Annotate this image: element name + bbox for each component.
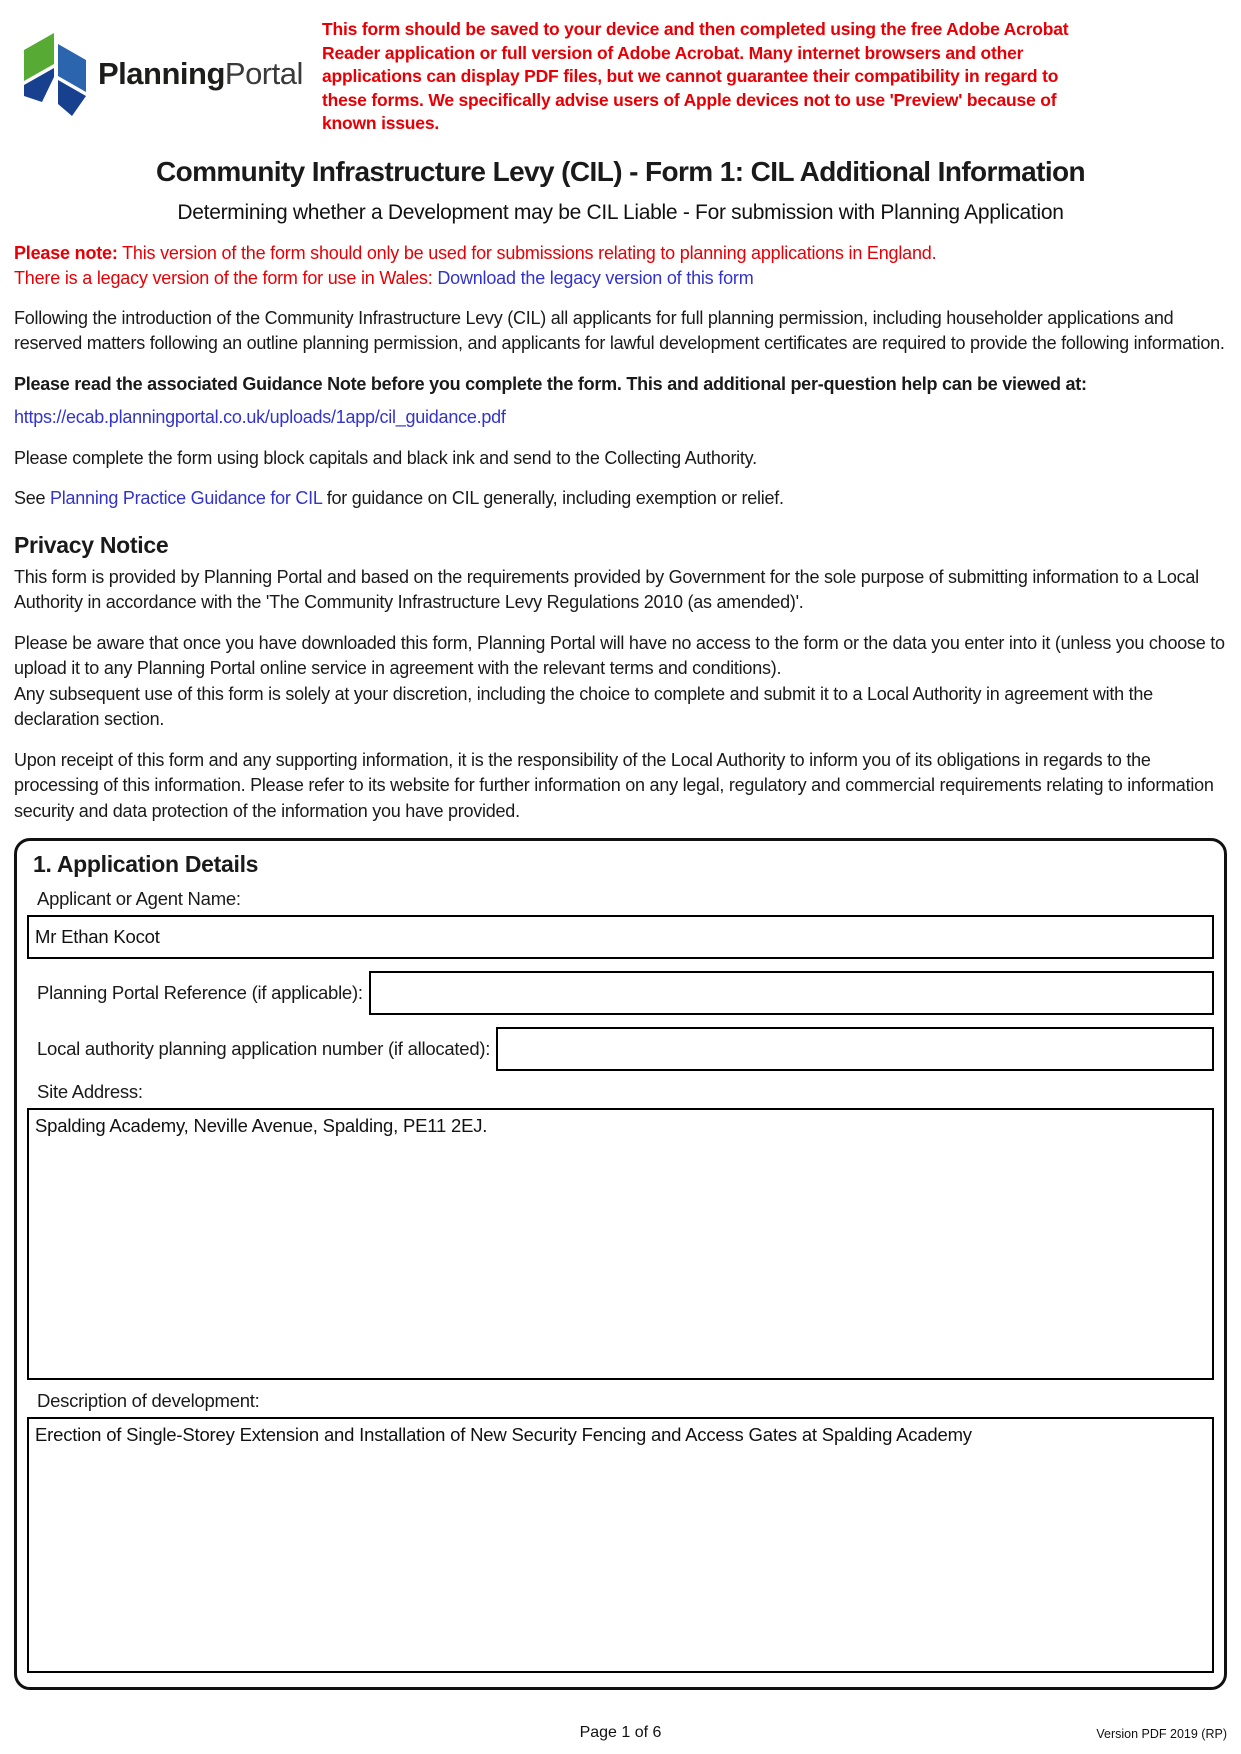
guidance-url-line bbox=[14, 405, 1227, 431]
applicant-name-label: Applicant or Agent Name: bbox=[37, 888, 241, 909]
la-number-row bbox=[27, 1027, 1214, 1071]
page-footer bbox=[14, 1724, 1227, 1746]
please-note-label: Please note: bbox=[14, 242, 118, 263]
adobe-warning-text: This form should be saved to your device and then completed using the free Adobe Acrobat Reader application or full version of Adobe Acrobat. Many internet browsers and other applications can display PDF files, but we cannot guarantee their compatibility in regard to these forms. We specifically advise users of Apple devices not to use 'Preview' because of known issues. bbox=[322, 19, 1069, 133]
section-heading: 1. Application Details bbox=[33, 851, 259, 877]
applicant-name-input[interactable] bbox=[27, 915, 1214, 959]
logo-word-portal: Portal bbox=[224, 56, 303, 91]
page-header bbox=[14, 10, 1227, 136]
privacy-paragraph-1: This form is provided by Planning Portal and based on the requirements provided by Government for the sole purpose of submitting information to a Local Authority in accordance with the 'The Community Infrastructure Levy Regulations 2010 (as amended)'. bbox=[14, 566, 1199, 612]
site-address-textarea[interactable] bbox=[27, 1108, 1214, 1380]
planning-portal-wordmark bbox=[98, 56, 303, 92]
please-note-text: This version of the form should only be used for submissions relating to planning applications in England. bbox=[117, 242, 937, 263]
logo-word-planning: Planning bbox=[98, 56, 225, 91]
planning-portal-reference-row bbox=[27, 971, 1214, 1015]
privacy-notice-heading: Privacy Notice bbox=[14, 531, 169, 558]
guidance-url-link[interactable]: https://ecab.planningportal.co.uk/uploads/1app/cil_guidance.pdf bbox=[14, 407, 506, 427]
privacy-paragraph-3: Upon receipt of this form and any supporting information, it is the responsibility of the Local Authority to inform you of its obligations in regards to the processing of this information. Please refer to its website for further information on any legal, regulatory and commercial requirements relating to information security and data protection of the information you have provided. bbox=[14, 749, 1214, 821]
form-subtitle: Determining whether a Development may be CIL Liable - For submission with Planning Application bbox=[177, 200, 1064, 224]
privacy-paragraph-2 bbox=[14, 631, 1227, 733]
la-number-input[interactable] bbox=[496, 1027, 1214, 1071]
wales-line bbox=[14, 266, 1227, 291]
planning-portal-logo-icon bbox=[22, 32, 88, 116]
please-note-block bbox=[14, 241, 1227, 291]
see-suffix: for guidance on CIL generally, including exemption or relief. bbox=[322, 488, 784, 508]
form-title: Community Infrastructure Levy (CIL) - Form 1: CIL Additional Information bbox=[155, 155, 1086, 187]
site-address-label: Site Address: bbox=[37, 1081, 143, 1102]
please-note-line bbox=[14, 241, 1227, 266]
la-number-label: Local authority planning application number (if allocated): bbox=[37, 1038, 491, 1059]
block-capitals-note: Please complete the form using block capitals and black ink and send to the Collecting Authority. bbox=[14, 447, 757, 468]
intro-paragraph: Following the introduction of the Community Infrastructure Levy (CIL) all applicants for full planning permission, including householder applications and reserved matters following an outline planning permission, and applicants for lawful development certificates are required to provide the following information. bbox=[14, 307, 1225, 353]
privacy-paragraph-2b: Any subsequent use of this form is solely at your discretion, including the choice to complete and submit it to a Local Authority in agreement with the declaration section. bbox=[14, 683, 1153, 729]
privacy-paragraph-2a: Please be aware that once you have downloaded this form, Planning Portal will have no access to the form or the data you enter into it (unless you choose to upload it to any Planning Portal online service in agreement with the relevant terms and conditions). bbox=[14, 632, 1225, 678]
description-label: Description of development: bbox=[37, 1390, 260, 1411]
see-guidance-line bbox=[14, 486, 1227, 512]
wales-text: There is a legacy version of the form for use in Wales: bbox=[14, 267, 438, 288]
planning-portal-reference-label: Planning Portal Reference (if applicable): bbox=[37, 982, 363, 1003]
version-label: Version PDF 2019 (RP) bbox=[1096, 1727, 1227, 1741]
ppg-cil-link[interactable]: Planning Practice Guidance for CIL bbox=[50, 488, 323, 508]
legacy-version-link[interactable]: Download the legacy version of this form bbox=[437, 267, 754, 288]
application-details-section bbox=[14, 838, 1227, 1690]
see-prefix: See bbox=[14, 488, 51, 508]
planning-portal-logo bbox=[14, 10, 322, 116]
description-textarea[interactable] bbox=[27, 1417, 1214, 1673]
page-number: Page 1 of 6 bbox=[579, 1724, 662, 1741]
guidance-note-text: Please read the associated Guidance Note before you complete the form. This and additional per-question help can be viewed at: bbox=[14, 373, 1087, 394]
planning-portal-reference-input[interactable] bbox=[369, 971, 1214, 1015]
